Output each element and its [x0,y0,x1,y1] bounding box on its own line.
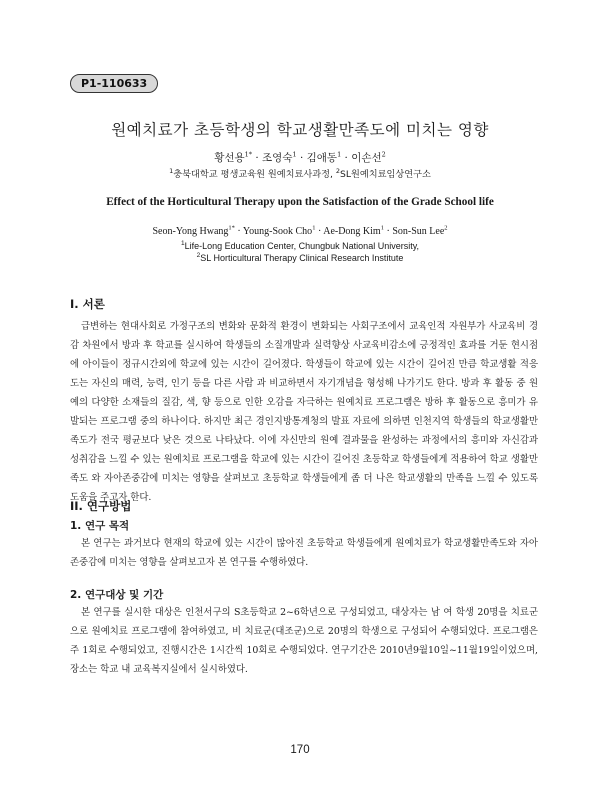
paper-code-badge: P1-110633 [70,74,158,93]
author-kr-superscript: 2 [381,150,386,159]
affil-kr-text: 충북대학교 평생교육원 원예치료사과정, [173,169,336,180]
affil-en-line [0,252,600,264]
subject-paragraph: 본 연구를 실시한 대상은 인천서구의 S초등학교 2~6학년으로 구성되었고, 대상자는 남 여 학생 20명을 치료군으로 원예치료 프로그램에 참여하였고, 비 치료군(대조군)으로 20명의 학생으로 구성되어 수행되었다. 프로그램은 주 1회로 수행되었고, 진행시간은 1시간씩 10회로 수행되었다. 연구기간은 2010년9월10일~11월19일이었으며, 장소는 학교 내 교육복지실에서 실시하였다. [70,607,538,675]
title-korean: 원예치료가 초등학생의 학교생활만족도에 미치는 영향 [111,121,489,139]
author-en-name: Seon-Yong Hwang [152,226,229,237]
author-kr-name: 김애동 [306,152,338,164]
author-en-superscript: 1 [380,224,384,232]
methods-heading: II. 연구방법 [70,499,132,513]
author-en-name: Young-Sook Cho [242,226,313,237]
author-en-superscript: 1 [312,224,316,232]
author-en-separator: · [383,226,393,237]
affil-kr-line [335,166,431,180]
title-english: Effect of the Horticultural Therapy upon the Satisfaction of the Grade School life [106,196,494,208]
authors-english [0,226,600,237]
author-en-name: Ae-Dong Kim [323,226,381,237]
purpose-paragraph: 본 연구는 과거보다 현재의 학교에 있는 시간이 많아진 초등학교 학생들에게 원예치료가 학교생활만족도와 자아존중감에 미치는 영향을 살펴보고자 본 연구를 수행하였다. [70,538,538,568]
affil-kr-superscript: 1 [169,166,174,175]
affil-kr-superscript: 2 [335,166,340,175]
author-kr-separator: · [341,152,352,164]
author-kr-superscript: 1* [244,150,253,159]
purpose-heading: 1. 연구 목적 [70,520,130,532]
author-kr-superscript: 1 [292,150,297,159]
intro-heading: I. 서론 [70,297,105,311]
author-kr-separator: · [252,152,263,164]
affil-kr-text: SL원예치료임상연구소 [340,169,431,180]
intro-paragraph: 급변하는 현대사회로 가정구조의 변화와 문화적 환경이 변화되는 사회구조에서 교육인적 자원부가 사교육비 경감 차원에서 방과 후 학교를 실시하여 학생들의 소질개발과 실력향상 사교육비감소에 긍정적인 효과를 거둔 현시점에 아이들이 정규시간외에 학교에 있는 시간이 길어졌다. 학생들이 학교에 있는 시간이 길어진 만큼 학교생활 적응도는 자신의 매력, 능력, 인기 등을 다른 사람 과 비교하면서 자기개념을 형성해 나가기도 한다. 방과 후 활동 중 원예의 다양한 소재들의 질감, 색, 향 등으로 인한 오감을 자극하는 원예치료 프로그램은 방하 후 활동으로 흥미가 유발되는 프로그램 중의 하나이다. 하지만 최근 경인지방통계청의 발표 자료에 의하면 인천지역 학생들의 학교생활만족도가 전국 평균보다 낮은 것으로 나타났다. 이에 자신만의 원예 결과물을 완성하는 과정에서의 흥미와 자신감과 성취감을 느낄 수 있는 원예치료 프로그램을 학교에 있는 시간이 길어진 초등학교 학생들에게 적용하여 학교 생활만족도 와 자아존중감에 미치는 영향을 살펴보고 초등학교 학생들에게 좀 더 나은 학교생활의 만족을 느낄 수 있도록 도움을 주고자 한다. [70,321,538,503]
author-en-superscript: 1* [228,224,235,232]
affil-en-superscript: 1 [180,240,185,247]
author-kr-name: 조영숙 [262,152,293,164]
author-en-separator: · [234,226,243,237]
author-kr-superscript: 1 [337,150,342,159]
affiliations-english [0,240,600,264]
affiliations-korean [0,166,600,180]
authors-korean [0,150,600,165]
subject-heading: 2. 연구대상 및 기간 [70,589,164,601]
affil-en-line [0,240,600,252]
affil-kr-line [169,166,336,180]
author-en-separator: · [315,226,324,237]
affil-en-text: Life-Long Education Center, Chungbuk National University, [184,241,420,251]
author-kr-name: 황선용 [214,152,245,164]
author-en-name: Son-Sun Lee [392,226,445,237]
author-en-superscript: 2 [444,224,448,232]
page-number: 170 [290,744,310,756]
affil-en-superscript: 2 [196,252,201,259]
author-kr-name: 이손선 [351,152,382,164]
affil-en-text: SL Horticultural Therapy Clinical Research Institute [200,253,404,263]
author-kr-separator: · [296,152,307,164]
